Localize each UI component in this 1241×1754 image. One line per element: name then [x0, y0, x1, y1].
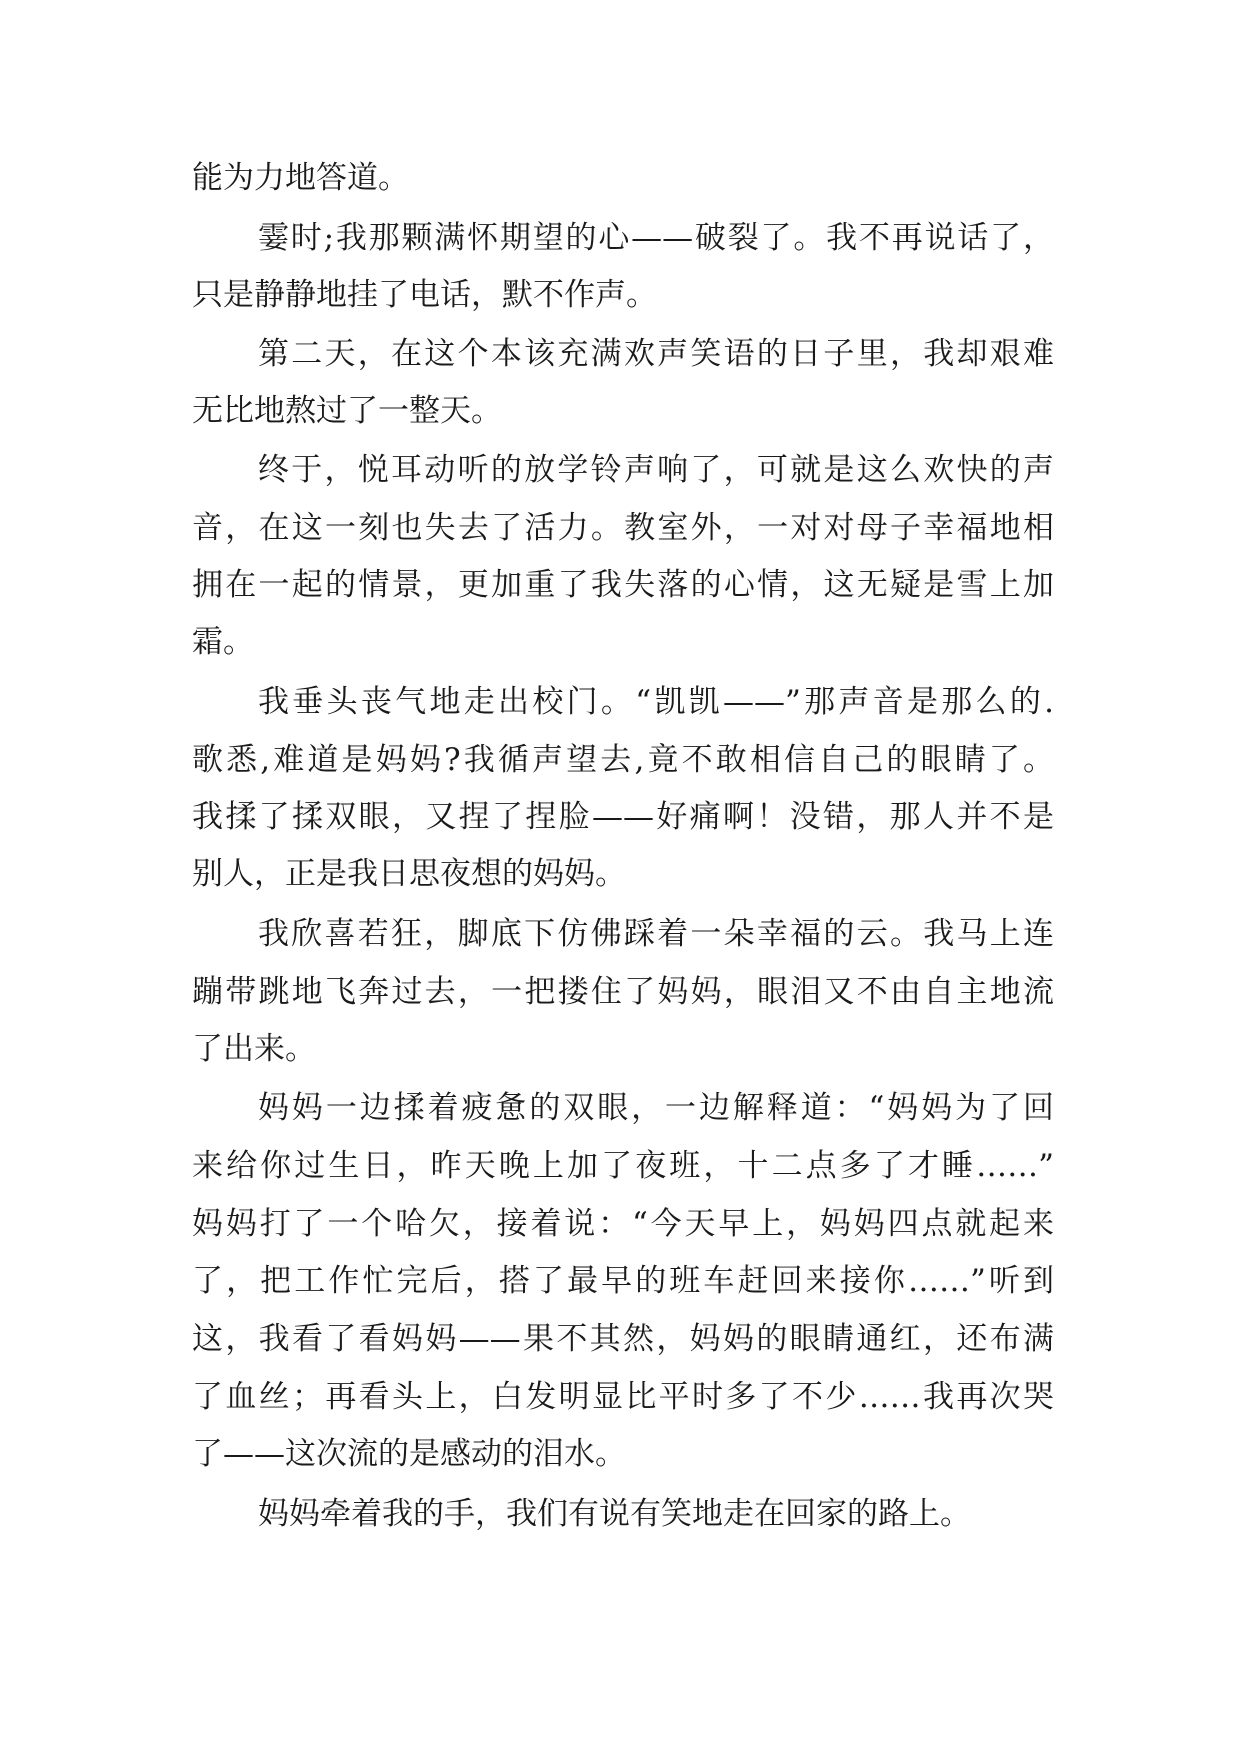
text-line: 拥在一起的情景，更加重了我失落的心情，这无疑是雪上加 [192, 567, 1054, 603]
text-line: 了，把工作忙完后，搭了最早的班车赶回来接你……”听到 [192, 1263, 1054, 1299]
text-line: 终于，悦耳动听的放学铃声响了，可就是这么欢快的声 [258, 452, 1054, 488]
text-line: 只是静静地挂了电话，默不作声。 [192, 277, 657, 313]
text-line: 第二天，在这个本该充满欢声笑语的日子里，我却艰难 [258, 336, 1054, 372]
text-line: 妈妈打了一个哈欠，接着说：“今天早上，妈妈四点就起来 [192, 1206, 1054, 1242]
text-line: 我垂头丧气地走出校门。“凯凯——”那声音是那么的. [258, 684, 1054, 720]
text-line: 我欣喜若狂，脚底下仿佛踩着一朵幸福的云。我马上连 [258, 916, 1054, 952]
text-line: 蹦带跳地飞奔过去，一把搂住了妈妈，眼泪又不由自主地流 [192, 974, 1054, 1010]
text-line: 霎时;我那颗满怀期望的心——破裂了。我不再说话了， [258, 220, 1054, 256]
text-line: 音，在这一刻也失去了活力。教室外，一对对母子幸福地相 [192, 510, 1054, 546]
text-line: 霜。 [192, 624, 254, 660]
text-line: 了——这次流的是感动的泪水。 [192, 1436, 626, 1472]
text-line: 妈妈一边揉着疲惫的双眼，一边解释道：“妈妈为了回 [258, 1090, 1054, 1126]
text-line: 这，我看了看妈妈——果不其然，妈妈的眼睛通红，还布满 [192, 1321, 1054, 1357]
text-line: 了血丝；再看头上，白发明显比平时多了不少……我再次哭 [192, 1379, 1054, 1415]
text-line: 我揉了揉双眼，又捏了捏脸——好痛啊！没错，那人并不是 [192, 799, 1054, 835]
text-line: 别人，正是我日思夜想的妈妈。 [192, 856, 626, 892]
text-line: 能为力地答道。 [192, 160, 409, 196]
text-line: 无比地熬过了一整天。 [192, 393, 502, 429]
text-line: 歌悉,难道是妈妈?我循声望去,竟不敢相信自己的眼睛了。 [192, 742, 1054, 778]
text-line: 了出来。 [192, 1031, 316, 1067]
text-line: 来给你过生日，昨天晚上加了夜班，十二点多了才睡……” [192, 1148, 1054, 1184]
text-line: 妈妈牵着我的手，我们有说有笑地走在回家的路上。 [258, 1496, 971, 1532]
